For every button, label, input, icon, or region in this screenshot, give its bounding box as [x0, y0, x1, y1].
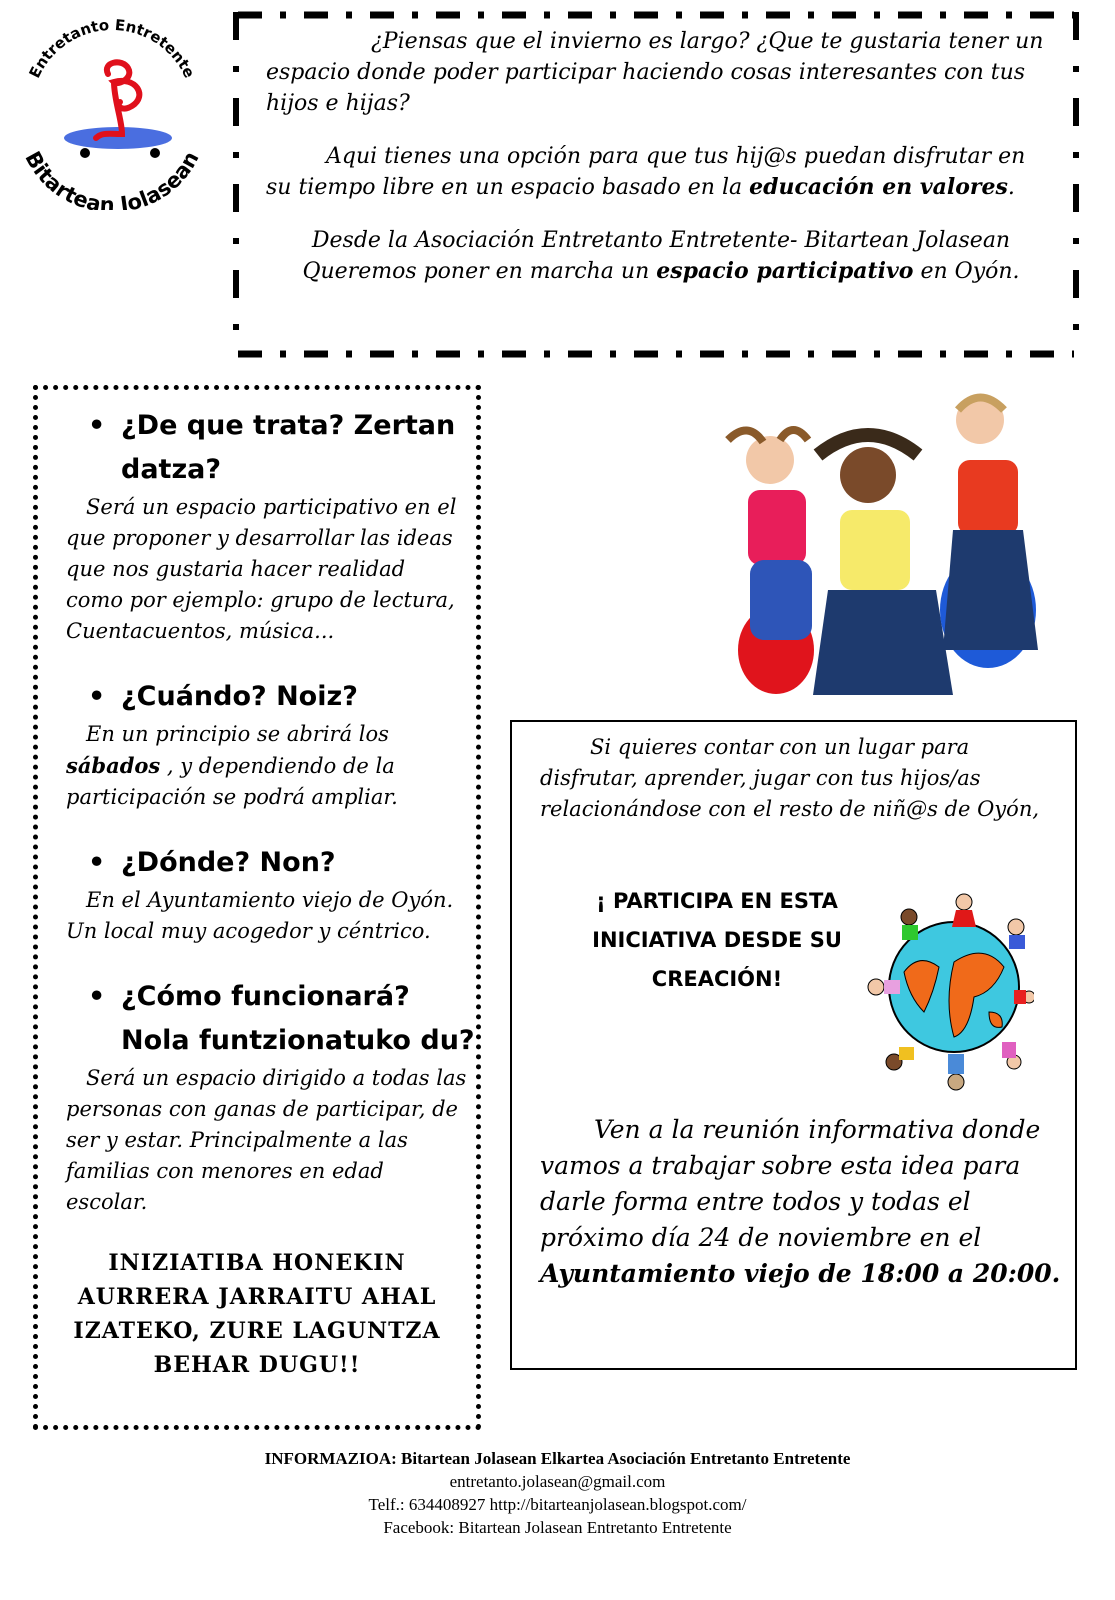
section-body: Será un espacio dirigido a todas las personas con ganas de participar, de ser y estar. Principalmente a las familias con menores en edad escolar. — [66, 1066, 467, 1214]
invitation-box — [510, 720, 1077, 1370]
section-title: • ¿Cómo funcionará? Nola funtzionatuko du? — [88, 981, 475, 1056]
participative-space-emphasis: espacio participativo — [656, 258, 914, 284]
footer-email[interactable]: entretanto.jolasean@gmail.com — [449, 1472, 666, 1491]
footer-phone-web[interactable]: Telf.: 634408927 http://bitarteanjolasean.blogspot.com/ — [368, 1495, 747, 1514]
footer-facebook: Facebook: Bitartean Jolasean Entretanto Entretente — [383, 1518, 732, 1537]
section-body: En el Ayuntamiento viejo de Oyón. Un local muy acogedor y céntrico. — [66, 888, 454, 943]
invitation-intro: Si quieres contar con un lugar para disfrutar, aprender, jugar con tus hijos/as relacionándose con el resto de niñ@s de Oyón, — [540, 735, 1040, 821]
section-when — [38, 675, 476, 813]
section-what — [38, 404, 476, 647]
association-logo — [10, 10, 215, 210]
logo-bottom-text: Bitartean Jolasean — [20, 147, 204, 210]
section-how — [38, 975, 476, 1218]
meeting-place-time: Ayuntamiento viejo de 18:00 a 20:00. — [540, 1259, 1061, 1288]
wheel-icon — [150, 148, 160, 158]
footer-info: INFORMAZIOA: Bitartean Jolasean Elkartea Asociación Entretanto Entretente — [264, 1449, 851, 1468]
section-title: • ¿De que trata? Zertan datza? — [88, 410, 456, 485]
logo-top-text: Entretanto Entretente — [25, 15, 199, 81]
basque-support-call: INIZIATIBA HONEKIN AURRERA JARRAITU AHAL IZATEKO, ZURE LAGUNTZA BEHAR DUGU!! — [73, 1250, 441, 1378]
section-body: Será un espacio participativo en el que proponer y desarrollar las ideas que nos gustaria hacer realidad como por ejemplo: grupo de lectura, Cuentacuentos, música... — [66, 495, 457, 643]
skateboard-icon — [64, 127, 172, 149]
intro-paragraph-3: Desde la Asociación Entretanto Entretente- Bitartean Jolasean Queremos poner en marcha un espacio participativo en Oyón. — [302, 228, 1020, 284]
kids-bouncing-photo — [668, 380, 1063, 695]
intro-box — [232, 8, 1080, 360]
intro-paragraph-2: Aqui tienes una opción para que tus hij@s puedan disfrutar en su tiempo libre en un espacio basado en la educación en valores. — [266, 144, 1026, 200]
saturdays-emphasis: sábados — [66, 753, 161, 778]
wheel-icon — [80, 148, 90, 158]
section-title: • ¿Cuándo? Noiz? — [88, 681, 358, 712]
globe-kids-illustration — [864, 882, 1034, 1092]
section-where — [38, 841, 476, 947]
meeting-invitation: Ven a la reunión informativa donde vamos a trabajar sobre esta idea para darle forma entre todos y todas el próximo día 24 de noviembre en el Ayuntamiento viejo de 18:00 a 20:00. — [540, 1115, 1061, 1288]
b-letter-icon — [96, 62, 139, 138]
values-education-emphasis: educación en valores — [749, 174, 1008, 200]
info-sections-box — [33, 385, 481, 1430]
section-title: • ¿Dónde? Non? — [88, 847, 336, 878]
contact-footer — [0, 1447, 1115, 1539]
section-body: En un principio se abrirá los sábados , y dependiendo de la participación se podrá ampliar. — [66, 722, 398, 809]
intro-paragraph-1: ¿Piensas que el invierno es largo? ¿Que te gustaria tener un espacio donde poder participar haciendo cosas interesantes con tus hijos e hijas? — [266, 29, 1044, 116]
participate-call: ¡ PARTICIPA EN ESTA INICIATIVA DESDE SU CREACIÓN! — [592, 889, 842, 991]
